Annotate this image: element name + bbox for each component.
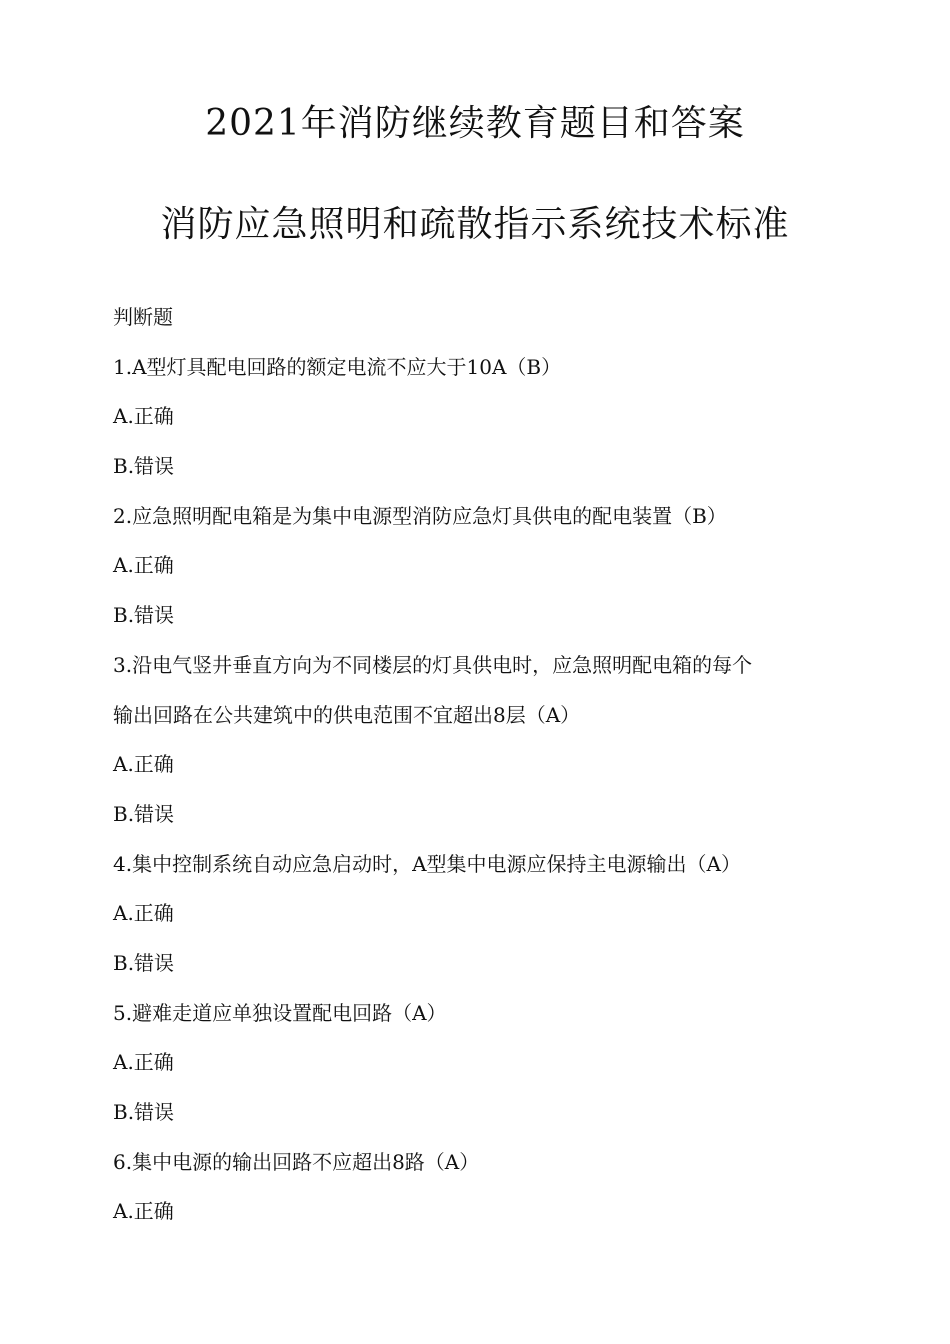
question-3-line-2: 输出回路在公共建筑中的供电范围不宜超出8层（A） <box>113 702 581 727</box>
question-5-option-b: B.错误 <box>113 1100 175 1124</box>
question-6-option-a: A.正确 <box>113 1199 174 1224</box>
question-3-option-b: B.错误 <box>113 801 175 826</box>
question-3-option-a: A.正确 <box>113 752 174 777</box>
question-3-line-1: 3.沿电气竖井垂直方向为不同楼层的灯具供电时，应急照明配电箱的每个 <box>113 652 753 677</box>
document-title: 2021年消防继续教育题目和答案 <box>205 103 745 144</box>
question-1: 1.A型灯具配电回路的额定电流不应大于10A（B） <box>113 354 562 379</box>
document-subtitle: 消防应急照明和疏散指示系统技术标准 <box>160 204 790 245</box>
question-1-option-a: A.正确 <box>113 404 174 429</box>
question-2-option-a: A.正确 <box>113 553 174 578</box>
section-label: 判断题 <box>113 305 173 329</box>
question-2-option-b: B.错误 <box>113 603 175 628</box>
document-body <box>113 293 853 1237</box>
question-5: 5.避难走道应单独设置配电回路（A） <box>113 1000 447 1025</box>
question-1-option-b: B.错误 <box>113 454 175 479</box>
question-4: 4.集中控制系统自动应急启动时，A型集中电源应保持主电源输出（A） <box>113 851 741 876</box>
question-5-option-a: A.正确 <box>113 1050 174 1075</box>
question-2: 2.应急照明配电箱是为集中电源型消防应急灯具供电的配电装置（B） <box>113 503 727 528</box>
question-4-option-b: B.错误 <box>113 950 175 975</box>
question-4-option-a: A.正确 <box>113 901 174 926</box>
question-6: 6.集中电源的输出回路不应超出8路（A） <box>113 1149 480 1174</box>
